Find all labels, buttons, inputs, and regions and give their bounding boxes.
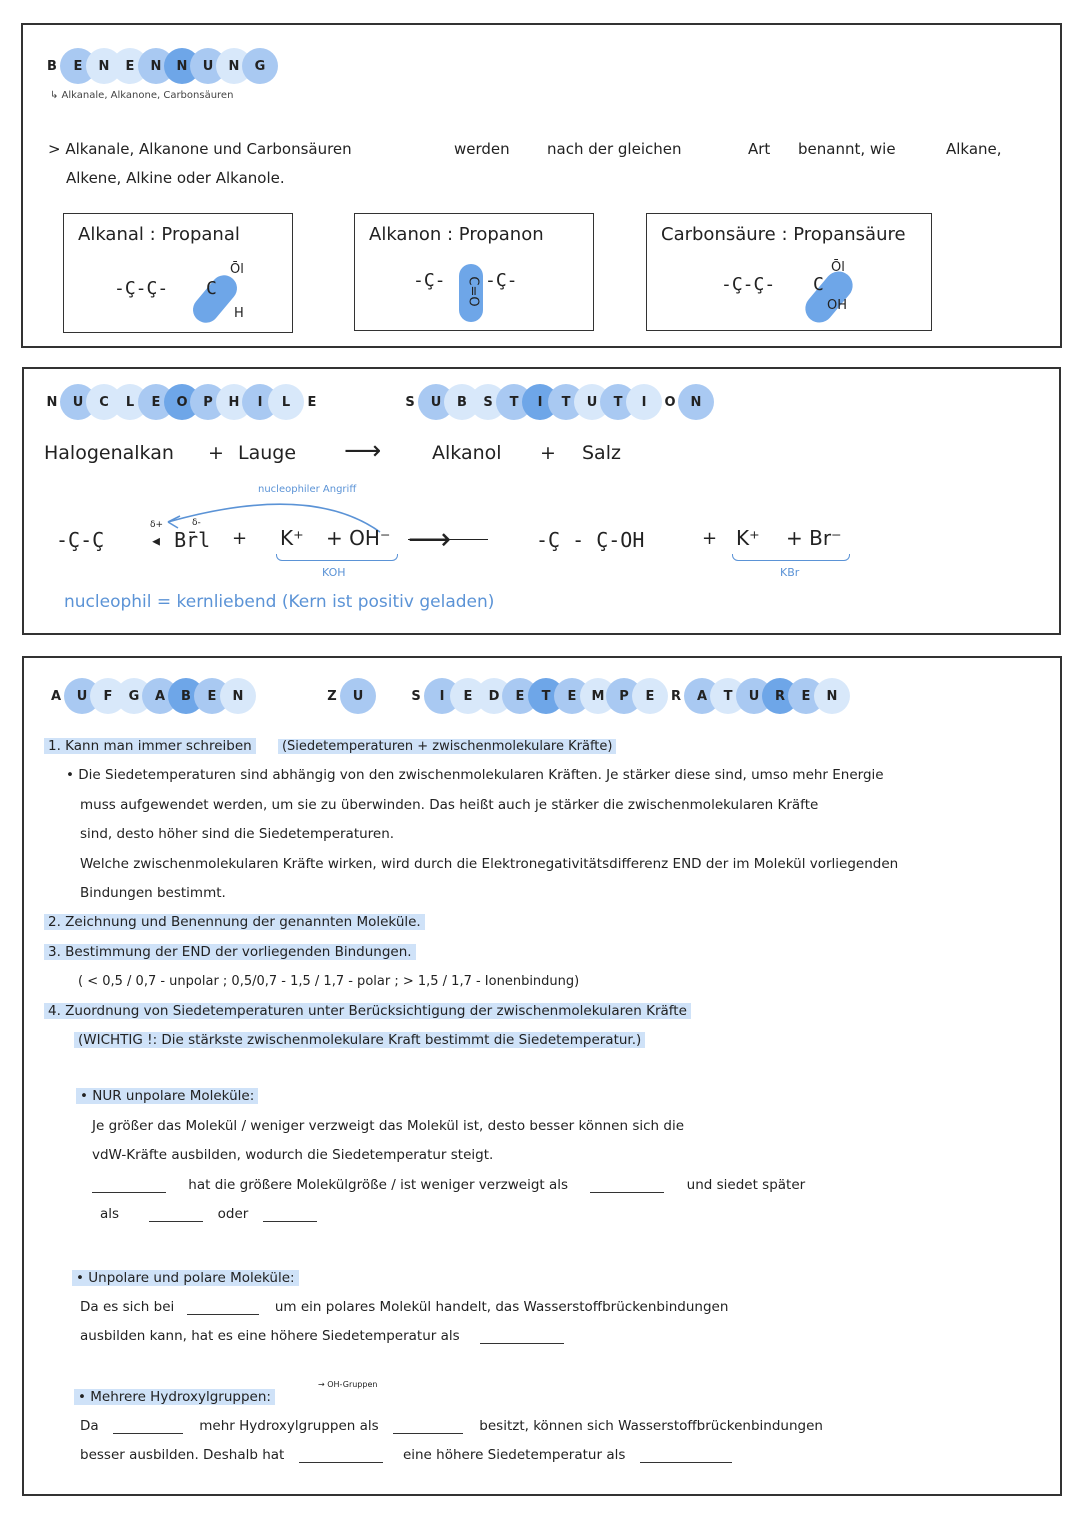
- eq-halogenalkan: Halogenalkan: [44, 442, 174, 464]
- title-letter: R: [762, 678, 798, 714]
- k-ion-right: K⁺: [736, 526, 760, 550]
- eq-plus-2: +: [540, 442, 556, 464]
- title-letter: D: [476, 678, 512, 714]
- title-letter: E: [112, 48, 148, 84]
- title-letter: E: [788, 678, 824, 714]
- title-letter: N: [814, 678, 850, 714]
- title-letter: E: [60, 48, 96, 84]
- title-letter: E: [632, 678, 668, 714]
- mh-title-wrap: [74, 1389, 275, 1405]
- intro-part-4: Art: [748, 140, 771, 158]
- title-letter: N: [138, 48, 174, 84]
- title-letter: I: [242, 384, 278, 420]
- task-1-label: 1. Kann man immer schreiben: [44, 738, 256, 754]
- np-line-3: [92, 1177, 805, 1193]
- title-letter: I: [626, 384, 662, 420]
- title-letter: G: [116, 678, 152, 714]
- title-letter: U: [418, 384, 454, 420]
- title-letter: E: [307, 394, 317, 410]
- title-letter: E: [502, 678, 538, 714]
- subtitle-benennung: ↳ Alkanale, Alkanone, Carbonsäuren: [50, 90, 234, 101]
- title-letter: B: [168, 678, 204, 714]
- title-letter: T: [496, 384, 532, 420]
- mh-title: • Mehrere Hydroxylgruppen:: [74, 1389, 275, 1405]
- task-1: [44, 738, 616, 754]
- mh-line-2: [80, 1447, 732, 1463]
- reaction-arrow-line: [408, 539, 488, 540]
- eq-salz: Salz: [582, 442, 621, 464]
- title-benennung: [34, 48, 268, 84]
- eq-plus-1: +: [208, 442, 224, 464]
- np-line-4-oder: oder: [217, 1206, 249, 1222]
- np-blank-3[interactable]: [149, 1207, 203, 1222]
- propanon-group: C=O: [465, 276, 481, 307]
- up-line-1-b: um ein polares Molekül handelt, das Wasserstoffbrückenbindungen: [274, 1299, 729, 1315]
- mh-line-2-a: besser ausbilden. Deshalb hat: [80, 1447, 285, 1463]
- task-4-label: 4. Zuordnung von Siedetemperaturen unter Berücksichtigung der zwischenmolekularen Kräfte: [44, 1003, 691, 1019]
- title-letter: A: [142, 678, 178, 714]
- np-line-3-text: hat die größere Molekülgröße / ist weniger verzweigt als: [188, 1177, 569, 1193]
- mh-line-1-a: Da: [80, 1418, 99, 1434]
- title-letter: H: [216, 384, 252, 420]
- para-1-line-4: Welche zwischenmolekularen Kräfte wirken, wird durch die Elektronegativitätsdifferenz END der im Molekül vorliegenden: [80, 856, 899, 872]
- title-letter: F: [90, 678, 126, 714]
- title-letter: N: [46, 394, 58, 410]
- propansaeure-group-oh: OH: [827, 298, 848, 313]
- task-3: [44, 944, 416, 960]
- title-letter: P: [606, 678, 642, 714]
- task-4-note: (WICHTIG !: Die stärkste zwischenmolekulare Kraft bestimmt die Siedetemperatur.): [74, 1032, 645, 1048]
- title-letter: S: [405, 394, 415, 410]
- plus-mid: +: [232, 528, 248, 549]
- propanon-chain-right: -Ç-: [485, 270, 518, 291]
- up-blank-2[interactable]: [480, 1329, 564, 1344]
- intro-line-2: Alkene, Alkine oder Alkanole.: [66, 169, 285, 187]
- title-letter: E: [450, 678, 486, 714]
- task-2: [44, 914, 425, 930]
- mh-note: → OH-Gruppen: [318, 1380, 378, 1389]
- definition-nucleophil: nucleophil = kernliebend (Kern ist positiv geladen): [64, 592, 495, 612]
- title-letter: E: [194, 678, 230, 714]
- title-letter: B: [444, 384, 480, 420]
- task-2-label: 2. Zeichnung und Benennung der genannten Moleküle.: [44, 914, 425, 930]
- delta-plus: δ+: [150, 520, 164, 530]
- up-title-wrap: [72, 1270, 299, 1286]
- title-letter: L: [268, 384, 304, 420]
- title-letter: P: [190, 384, 226, 420]
- task-1-note: (Siedetemperaturen + zwischenmolekulare Kräfte): [278, 739, 616, 754]
- np-line-4-als: als: [100, 1206, 120, 1222]
- delta-minus: δ-: [192, 518, 201, 528]
- np-line-3-end: und siedet später: [686, 1177, 806, 1193]
- title-letter: Z: [327, 688, 337, 704]
- propansaeure-group-o: Ōl: [831, 260, 845, 275]
- example-propanon: [354, 213, 594, 331]
- intro-part-1: > Alkanale, Alkanone und Carbonsäuren: [48, 140, 352, 158]
- para-1-line-5: Bindungen bestimmt.: [80, 885, 226, 901]
- title-letter: L: [112, 384, 148, 420]
- title-letter: N: [86, 48, 122, 84]
- title-letter: S: [411, 688, 421, 704]
- attack-label: nucleophiler Angriff: [258, 484, 357, 495]
- title-letter: T: [528, 678, 564, 714]
- propansaeure-chain: -Ç-Ç-: [721, 274, 776, 295]
- mol-left: -Ç-Ç: [56, 528, 105, 552]
- up-line-2: [80, 1328, 564, 1344]
- np-title-wrap: [76, 1088, 258, 1104]
- example-propanal: [63, 213, 293, 333]
- title-letter: U: [574, 384, 610, 420]
- mh-blank-4[interactable]: [640, 1448, 732, 1463]
- title-letter: I: [424, 678, 460, 714]
- task-4-note-wrap: [74, 1032, 645, 1048]
- intro-part-5: benannt, wie: [798, 140, 896, 158]
- koh-underline: [276, 554, 398, 561]
- title-letter: S: [470, 384, 506, 420]
- title-letter: A: [50, 688, 62, 704]
- para-1-line-1: • Die Siedetemperaturen sind abhängig von den zwischenmolekularen Kräften. Je stärker diese sind, umso mehr Energie: [66, 767, 884, 783]
- mol-right: -Ç - Ç-OH: [536, 528, 645, 552]
- np-line-4: [100, 1206, 317, 1222]
- propansaeure-group-c: C: [813, 274, 824, 295]
- k-ion-left: K⁺: [280, 526, 304, 550]
- propansaeure-group-highlight: [800, 266, 859, 328]
- intro-part-3: nach der gleichen: [547, 140, 682, 158]
- task-3-label: 3. Bestimmung der END der vorliegenden Bindungen.: [44, 944, 416, 960]
- title-letter: A: [684, 678, 720, 714]
- title-letter: T: [600, 384, 636, 420]
- intro-part-6: Alkane,: [946, 140, 1002, 158]
- example-propanal-title: Alkanal : Propanal: [78, 224, 240, 245]
- up-blank-1[interactable]: [187, 1300, 259, 1315]
- kbr-underline: [732, 554, 850, 561]
- example-propansaeure: [646, 213, 932, 331]
- title-letter: U: [736, 678, 772, 714]
- up-line-2-a: ausbilden kann, hat es eine höhere Siedetemperatur als: [80, 1328, 460, 1344]
- title-letter: N: [164, 48, 200, 84]
- reaction-arrow: ⟶: [408, 522, 452, 557]
- propanal-group-o: Ōl: [230, 262, 244, 277]
- title-zu: [314, 678, 366, 714]
- up-title: • Unpolare und polare Moleküle:: [72, 1270, 299, 1286]
- title-letter: O: [164, 384, 200, 420]
- up-line-1: [80, 1299, 728, 1315]
- title-letter: T: [710, 678, 746, 714]
- br-ion: + Br⁻: [786, 526, 842, 550]
- title-letter: U: [190, 48, 226, 84]
- title-letter: U: [340, 678, 376, 714]
- np-blank-1[interactable]: [92, 1178, 166, 1193]
- mh-blank-1[interactable]: [113, 1419, 183, 1434]
- title-letter: G: [242, 48, 278, 84]
- propanal-chain: -Ç-Ç-: [114, 278, 169, 299]
- title-letter: N: [220, 678, 256, 714]
- mh-line-1-c: besitzt, können sich Wasserstoffbrückenbindungen: [479, 1418, 823, 1434]
- eq-lauge: Lauge: [238, 442, 297, 464]
- task-4: [44, 1003, 691, 1019]
- title-aufgaben: [38, 678, 246, 714]
- task-3-note: ( < 0,5 / 0,7 - unpolar ; 0,5/0,7 - 1,5 / 1,7 - polar ; > 1,5 / 1,7 - Ionenbindung): [78, 974, 580, 989]
- para-1-line-2: muss aufgewendet werden, um sie zu überwinden. Das heißt auch je stärker die zwischenmolekularen Kräfte: [80, 797, 819, 813]
- title-letter: B: [47, 58, 57, 74]
- mh-line-2-b: eine höhere Siedetemperatur als: [402, 1447, 626, 1463]
- title-letter: T: [548, 384, 584, 420]
- title-siedetemperaturen: [398, 678, 840, 714]
- title-letter: M: [580, 678, 616, 714]
- example-propanon-title: Alkanon : Propanon: [369, 224, 544, 245]
- mh-line-1: [80, 1418, 823, 1434]
- title-letter: N: [678, 384, 714, 420]
- mh-blank-3[interactable]: [299, 1448, 383, 1463]
- mh-blank-2[interactable]: [393, 1419, 463, 1434]
- title-letter: I: [522, 384, 558, 420]
- propanal-group-c: C: [206, 278, 217, 299]
- example-propansaeure-title: Carbonsäure : Propansäure: [661, 224, 906, 245]
- title-letter: R: [670, 688, 681, 704]
- kbr-label: KBr: [780, 566, 800, 579]
- intro-part-2: werden: [454, 140, 510, 158]
- np-blank-4[interactable]: [263, 1207, 317, 1222]
- mh-line-1-b: mehr Hydroxylgruppen als: [199, 1418, 379, 1434]
- oh-ion: + OH⁻: [326, 526, 391, 550]
- np-line-2: vdW-Kräfte ausbilden, wodurch die Siedetemperatur steigt.: [92, 1147, 494, 1163]
- eq-arrow-1: ⟶: [344, 436, 382, 466]
- np-blank-2[interactable]: [590, 1178, 664, 1193]
- propanon-chain-left: -Ç-: [413, 270, 446, 291]
- np-title: • NUR unpolare Moleküle:: [76, 1088, 258, 1104]
- title-letter: U: [64, 678, 100, 714]
- title-letter: O: [664, 394, 676, 410]
- eq-alkanol: Alkanol: [432, 442, 502, 464]
- up-line-1-a: Da es sich bei: [80, 1299, 175, 1315]
- title-letter: U: [60, 384, 96, 420]
- title-nucleophile: [34, 384, 320, 420]
- title-letter: E: [554, 678, 590, 714]
- mol-br: ◂ Br̄l: [150, 528, 211, 552]
- title-substitution: [392, 384, 704, 420]
- title-letter: N: [216, 48, 252, 84]
- para-1-line-3: sind, desto höher sind die Siedetemperaturen.: [80, 826, 395, 842]
- np-line-1: Je größer das Molekül / weniger verzweigt das Molekül ist, desto besser können sich die: [92, 1118, 685, 1134]
- title-letter: E: [138, 384, 174, 420]
- propanal-group-h: H: [234, 306, 244, 321]
- title-letter: C: [86, 384, 122, 420]
- plus-right: +: [702, 528, 718, 549]
- koh-label: KOH: [322, 566, 346, 579]
